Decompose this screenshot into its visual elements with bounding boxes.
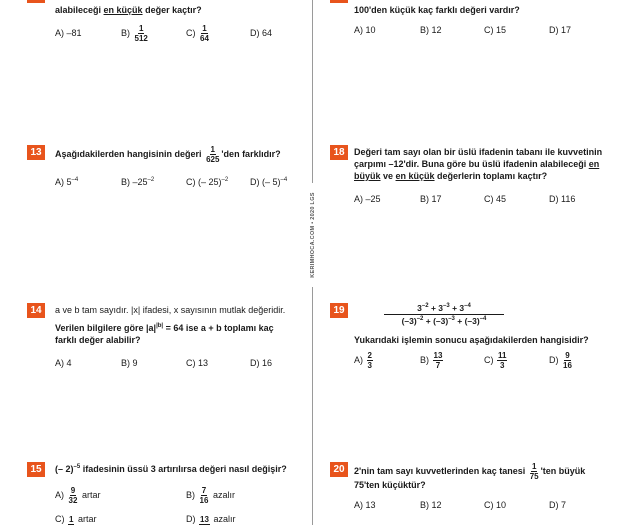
option-a[interactable]: A) $\frac{2}{3}$ [354,351,372,370]
question-14-line1: a ve b tam sayıdır. |x| ifadesi, x sayısının mutlak değeridir. [55,305,286,315]
option-d[interactable]: D) 13 azalır [186,514,236,524]
option-c[interactable]: C) 1 artar [55,514,97,524]
question-prev-right-text: 100'den küçük kaç farklı değeri vardır? [354,5,520,15]
question-20-line2: 75'ten küçüktür? [354,480,426,490]
option-a[interactable]: A) 13 [354,500,376,510]
option-c[interactable]: C) 45 [484,194,507,204]
side-watermark [308,183,318,287]
option-c[interactable]: C) $\frac{1}{64}$ [186,24,209,43]
option-d[interactable]: D) 17 [549,25,572,35]
option-b[interactable]: B) 12 [420,500,442,510]
question-number-19: 19 [330,303,348,318]
option-a[interactable]: A) 4 [55,358,72,368]
option-a[interactable]: A) 10 [354,25,376,35]
option-c[interactable]: C) (– 25)$^{-2}$ [186,177,229,187]
option-d[interactable]: D) (– 5)$^{-4}$ [250,177,288,187]
option-b[interactable]: B) $\frac{13}{7}$ [420,351,443,370]
option-a[interactable]: A) $5^{-4}$ [55,177,79,187]
option-c[interactable]: C) 10 [484,500,507,510]
question-number-badge-cut [330,0,348,3]
option-c[interactable]: C) 13 [186,358,209,368]
option-b[interactable]: B) 12 [420,25,442,35]
option-c[interactable]: C) $\frac{11}{3}$ [484,351,507,370]
option-a[interactable]: A) $\frac{9}{32}$ artar [55,486,101,505]
question-14-line2: Verilen bilgilere göre $|a|^{|b|} = 64$ ise a + b toplamı kaç [55,323,274,333]
option-d[interactable]: D) 7 [549,500,567,510]
question-18-text: Değeri tam sayı olan bir üslü ifadenin tabanı ile kuvvetinin çarpımı –12'dir. Buna göre bu üslü ifadenin alabileceği en büyük ve en küçük değerlerin toplamı kaçtır? [354,147,603,181]
question-number-badge-cut [27,0,45,3]
option-d[interactable]: D) 64 [250,28,273,38]
question-13-text: Aşağıdakilerden hangisinin değeri $\frac{1}{625}$ 'den farklıdır? [55,145,281,164]
option-c[interactable]: C) 15 [484,25,507,35]
question-number-13: 13 [27,145,45,160]
option-a[interactable]: A) –25 [354,194,381,204]
option-b[interactable]: B) $\frac{7}{16}$ azalır [186,486,235,505]
question-19-text: Yukarıdaki işlemin sonucu aşağıdakilerden hangisidir? [354,335,589,345]
question-number-20: 20 [330,462,348,477]
option-d[interactable]: D) 16 [250,358,273,368]
option-a[interactable]: A) –81 [55,28,82,38]
question-14-line3: farklı değer alabilir? [55,335,141,345]
question-prev-left-text: alabileceği en küçük değer kaçtır? [55,5,202,15]
question-number-14: 14 [27,303,45,318]
option-b[interactable]: B) $-25^{-2}$ [121,177,155,187]
question-number-15: 15 [27,462,45,477]
option-d[interactable]: D) 116 [549,194,576,204]
question-20-text: 2'nin tam sayı kuvvetlerinden kaç tanesi $\frac{1}{75}$ 'ten büyük [354,462,586,481]
option-b[interactable]: B) 9 [121,358,138,368]
side-watermark-text: KERIMHOCA.COM • 2020 LGS [310,192,316,278]
option-b[interactable]: B) $\frac{1}{512}$ [121,24,148,43]
question-number-18: 18 [330,145,348,160]
option-d[interactable]: D) $\frac{9}{16}$ [549,351,572,370]
question-19-expression: $3^{-2} + 3^{-3} + 3^{-4}$ $(-3)^{-2} + (-3)^{-3} + (-3)^{-4}$ [384,303,504,326]
question-15-text: (– 2)$^{-5}$ ifadesinin üssü 3 artırılırsa değeri nasıl değişir? [55,464,287,474]
option-b[interactable]: B) 17 [420,194,442,204]
